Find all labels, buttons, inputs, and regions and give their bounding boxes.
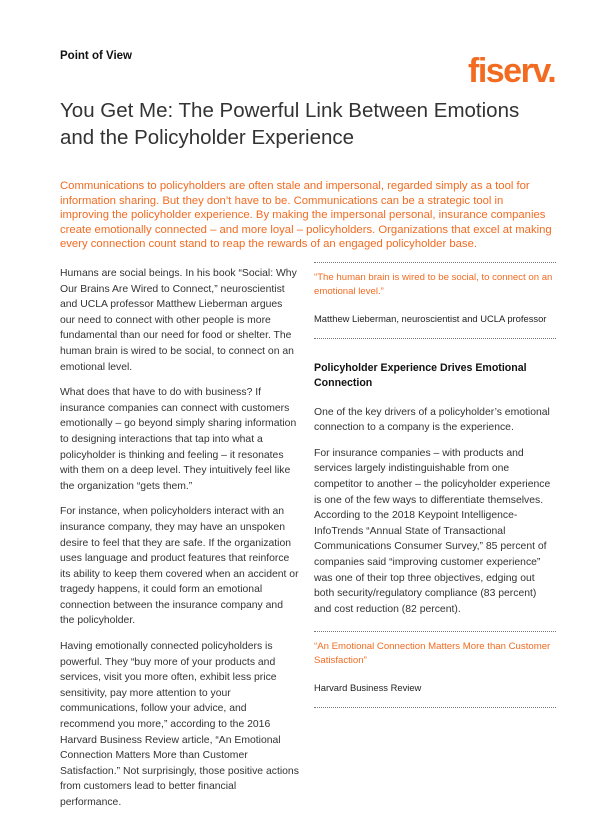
left-column [60,266,300,821]
divider [314,707,556,708]
eyebrow-label: Point of View [60,50,132,62]
page-title: You Get Me: The Powerful Link Between Emotions and the Policyholder Experience [60,99,520,149]
divider [314,631,556,632]
section-subhead: Policyholder Experience Drives Emotional Connection [314,361,527,389]
divider [314,262,556,263]
divider [314,338,556,339]
pull-quote: “An Emotional Connection Matters More than Customer Satisfaction” [314,641,551,667]
body-paragraph: Humans are social beings. In his book “Social: Why Our Brains Are Wired to Connect,” neuroscientist and UCLA professor Matthew Lieberman argues our need to connect with other people is more fundamental than our need for food or shelter. The human brain is wired to be social, to connect on an emotional level. [60,268,297,373]
body-paragraph: Having emotionally connected policyholders is powerful. They “buy more of your products and services, visit you more often, exhibit less price sensitivity, pay more attention to your communications, follow your advice, and recommend you more,” according to the 2016 Harvard Business Review article, “An Emotional Connection Matters More than Customer Satisfaction.” Not surprisingly, those positive actions from customers lead to better financial performance. [60,641,299,808]
quote-source: Harvard Business Review [314,682,422,694]
body-paragraph: For insurance companies – with products and services largely indistinguishable from one competitor to another – the policyholder experience is one of the few ways to differentiate themselves. According to the 2018 Keypoint Intelligence-InfoTrends “Annual State of Transactional Communications Consumer Survey,” 85 percent of companies said “improving customer experience” was one of their top three objectives, edging out both security/regulatory compliance (83 percent) and cost reduction (82 percent). [314,447,551,615]
body-paragraph: What does that have to do with business? If insurance companies can connect with customers emotionally – go beyond simply sharing information to designing interactions that tap into what a policyholder is thinking and feeling – it resonates with them on a deep level. They intuitively feel like the organization “gets them.” [60,387,297,492]
quote-source: Matthew Lieberman, neuroscientist and UCLA professor [314,313,547,324]
intro-paragraph: Communications to policyholders are often stale and impersonal, regarded simply as a tool for information sharing. But they don’t have to be. Communications can be a strategic tool in improving the policyholder experience. By making the impersonal personal, insurance companies create emotionally connected – and more loyal – policyholders. Organizations that excel at making every connection count stand to reap the rewards of an engaged policyholder base. [60,180,552,251]
fiserv-logo: fiserv. [468,52,556,90]
body-paragraph: For instance, when policyholders interact with an insurance company, they may have an unspoken desire to feel that they are safe. If the organization uses language and product features that reinforce its ability to keep them covered when an accident or tragedy happens, it could form an emotional connection between the insurance company and the policyholder. [60,506,299,627]
right-column [314,262,556,708]
pull-quote: “The human brain is wired to be social, to connect on an emotional level.” [314,272,553,297]
body-paragraph: One of the key drivers of a policyholder’s emotional connection to a company is the experience. [314,406,550,434]
